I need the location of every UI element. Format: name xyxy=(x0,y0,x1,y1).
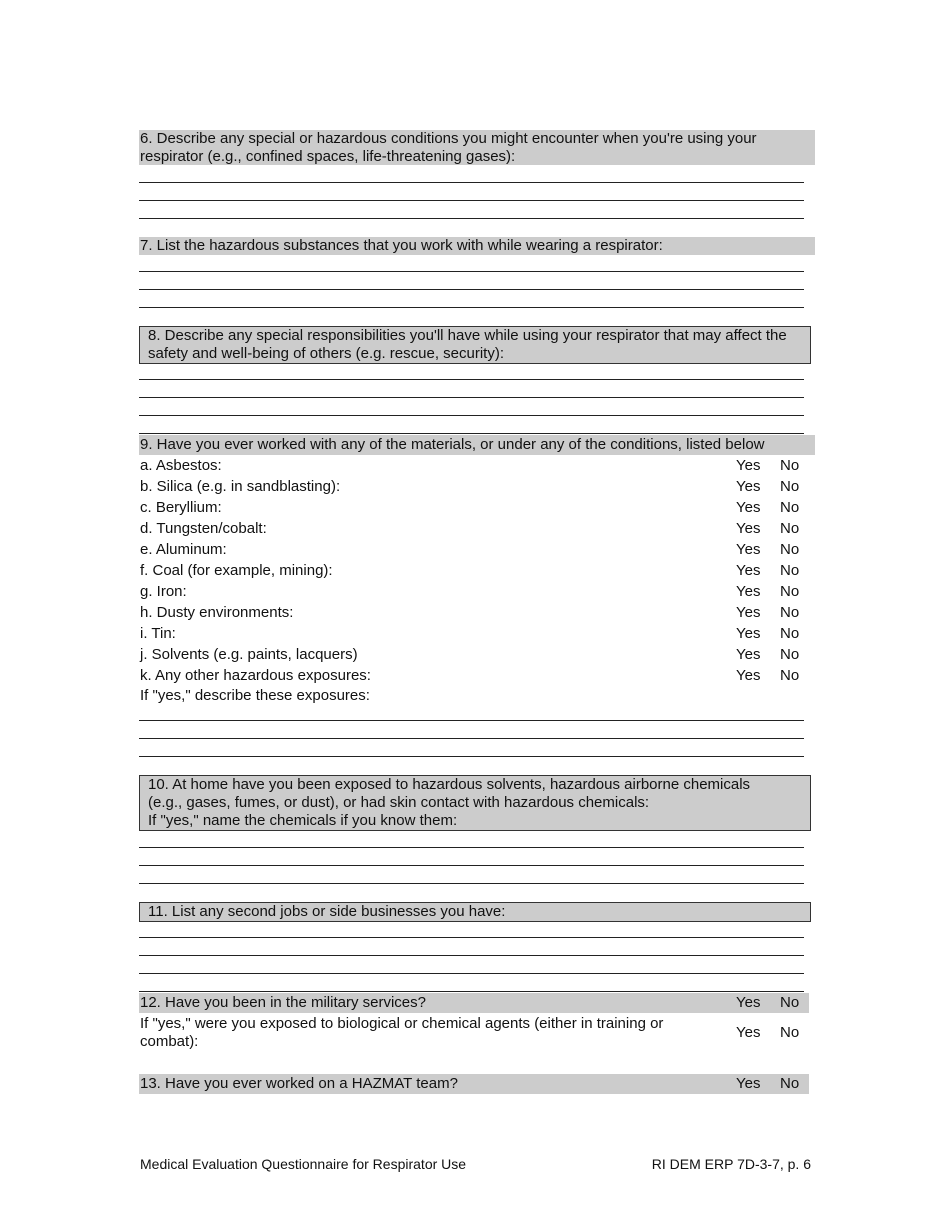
yes-option[interactable]: Yes xyxy=(736,583,761,600)
q10-text-line3: If "yes," name the chemicals if you know them: xyxy=(148,812,458,829)
q9-item-label: b. Silica (e.g. in sandblasting): xyxy=(140,478,341,495)
q6-text-line2: respirator (e.g., confined spaces, life-threatening gases): xyxy=(140,148,516,165)
q9-heading: 9. Have you ever worked with any of the materials, or under any of the conditions, listed below xyxy=(140,436,765,453)
no-option[interactable]: No xyxy=(780,478,800,495)
yes-option[interactable]: Yes xyxy=(736,625,761,642)
answer-line[interactable] xyxy=(139,307,804,308)
q9-item-label: k. Any other hazardous exposures: xyxy=(140,667,371,684)
no-option[interactable]: No xyxy=(780,646,800,663)
no-option[interactable]: No xyxy=(780,1075,800,1092)
q9-item-label: e. Aluminum: xyxy=(140,541,227,558)
q12-heading: 12. Have you been in the military services? xyxy=(140,994,426,1011)
q8-text-line1: 8. Describe any special responsibilities you'll have while using your respirator that may affect the xyxy=(148,327,787,344)
q9-item-label: i. Tin: xyxy=(140,625,176,642)
q9-item-label: c. Beryllium: xyxy=(140,499,222,516)
q12-followup-line1: If "yes," were you exposed to biological or chemical agents (either in training or xyxy=(140,1015,664,1032)
no-option[interactable]: No xyxy=(780,520,800,537)
q9-item-other-exposures xyxy=(139,665,815,686)
answer-line[interactable] xyxy=(139,720,804,721)
yes-option[interactable]: Yes xyxy=(736,604,761,621)
q8-header xyxy=(139,326,811,364)
answer-line[interactable] xyxy=(139,218,804,219)
answer-line[interactable] xyxy=(139,271,804,272)
q9-item-beryllium xyxy=(139,497,815,518)
yes-option[interactable]: Yes xyxy=(736,646,761,663)
q9-item-label: a. Asbestos: xyxy=(140,457,222,474)
q9-item-label: g. Iron: xyxy=(140,583,187,600)
yes-option[interactable]: Yes xyxy=(736,541,761,558)
answer-line[interactable] xyxy=(139,756,804,757)
q11-header xyxy=(139,902,811,922)
answer-line[interactable] xyxy=(139,738,804,739)
q9-item-label: f. Coal (for example, mining): xyxy=(140,562,333,579)
answer-line[interactable] xyxy=(139,883,804,884)
answer-line[interactable] xyxy=(139,182,804,183)
q9-item-silica xyxy=(139,476,815,497)
answer-line[interactable] xyxy=(139,379,804,380)
q9-item-label: d. Tungsten/cobalt: xyxy=(140,520,267,537)
q12-header xyxy=(139,993,809,1013)
answer-line[interactable] xyxy=(139,397,804,398)
no-option[interactable]: No xyxy=(780,457,800,474)
yes-option[interactable]: Yes xyxy=(736,520,761,537)
q6-header xyxy=(139,130,815,165)
yes-option[interactable]: Yes xyxy=(736,1024,761,1041)
q13-heading: 13. Have you ever worked on a HAZMAT team? xyxy=(140,1075,458,1092)
q7-text: 7. List the hazardous substances that you work with while wearing a respirator: xyxy=(140,237,663,254)
q9-item-coal xyxy=(139,560,815,581)
yes-option[interactable]: Yes xyxy=(736,457,761,474)
q9-item-tin xyxy=(139,623,815,644)
q7-header xyxy=(139,237,815,255)
q10-header xyxy=(139,775,811,831)
yes-option[interactable]: Yes xyxy=(736,499,761,516)
no-option[interactable]: No xyxy=(780,625,800,642)
no-option[interactable]: No xyxy=(780,667,800,684)
answer-line[interactable] xyxy=(139,200,804,201)
q9-item-solvents xyxy=(139,644,815,665)
no-option[interactable]: No xyxy=(780,604,800,621)
no-option[interactable]: No xyxy=(780,499,800,516)
q10-text-line2: (e.g., gases, fumes, or dust), or had skin contact with hazardous chemicals: xyxy=(148,794,650,811)
q9-followup xyxy=(139,685,815,706)
answer-line[interactable] xyxy=(139,937,804,938)
no-option[interactable]: No xyxy=(780,562,800,579)
yes-option[interactable]: Yes xyxy=(736,994,761,1011)
no-option[interactable]: No xyxy=(780,1024,800,1041)
q12-followup xyxy=(139,1015,815,1051)
answer-line[interactable] xyxy=(139,433,804,434)
q9-item-aluminum xyxy=(139,539,815,560)
q6-text-line1: 6. Describe any special or hazardous conditions you might encounter when you're using your xyxy=(140,130,757,147)
q9-item-label: j. Solvents (e.g. paints, lacquers) xyxy=(140,646,358,663)
no-option[interactable]: No xyxy=(780,583,800,600)
q13-header xyxy=(139,1074,809,1094)
yes-option[interactable]: Yes xyxy=(736,1075,761,1092)
q9-item-label: h. Dusty environments: xyxy=(140,604,294,621)
answer-line[interactable] xyxy=(139,415,804,416)
q9-item-tungsten-cobalt xyxy=(139,518,815,539)
footer-page-ref: RI DEM ERP 7D-3-7, p. 6 xyxy=(651,1156,811,1172)
q11-text: 11. List any second jobs or side businesses you have: xyxy=(148,903,506,920)
no-option[interactable]: No xyxy=(780,541,800,558)
q10-text-line1: 10. At home have you been exposed to hazardous solvents, hazardous airborne chemicals xyxy=(148,776,751,793)
answer-line[interactable] xyxy=(139,289,804,290)
yes-option[interactable]: Yes xyxy=(736,478,761,495)
yes-option[interactable]: Yes xyxy=(736,562,761,579)
q12-followup-line2: combat): xyxy=(140,1033,199,1050)
no-option[interactable]: No xyxy=(780,994,800,1011)
yes-option[interactable]: Yes xyxy=(736,667,761,684)
q8-text-line2: safety and well-being of others (e.g. rescue, security): xyxy=(148,345,505,362)
answer-line[interactable] xyxy=(139,865,804,866)
q9-header xyxy=(139,435,815,455)
footer-title: Medical Evaluation Questionnaire for Respirator Use xyxy=(140,1156,467,1172)
answer-line[interactable] xyxy=(139,955,804,956)
q9-followup-text: If "yes," describe these exposures: xyxy=(140,687,370,704)
q9-item-asbestos xyxy=(139,455,815,476)
answer-line[interactable] xyxy=(139,973,804,974)
q9-item-dusty-environments xyxy=(139,602,815,623)
answer-line[interactable] xyxy=(139,847,804,848)
answer-line[interactable] xyxy=(139,991,804,992)
q9-item-iron xyxy=(139,581,815,602)
